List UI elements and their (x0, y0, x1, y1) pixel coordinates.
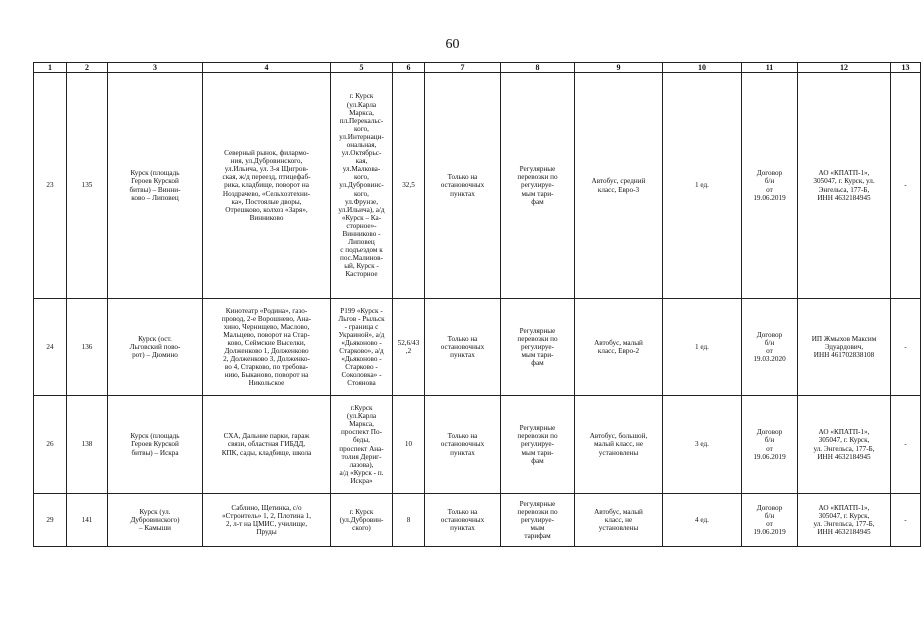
route-number-cell: 136 (67, 299, 108, 396)
table-header-row (34, 63, 921, 73)
column-header: 12 (798, 63, 891, 73)
vehicle-class-cell: Автобус, малый класс, Евро-2 (575, 299, 663, 396)
table-row (34, 396, 921, 494)
contract-cell: Договор б/н от 19.06.2019 (742, 73, 798, 299)
boarding-cell: Только на остановочных пунктах (425, 396, 501, 494)
boarding-cell: Только на остановочных пунктах (425, 299, 501, 396)
notes-cell: - (891, 494, 921, 547)
route-order-cell: 23 (34, 73, 67, 299)
contract-cell: Договор б/н от 19.06.2019 (742, 494, 798, 547)
vehicle-count-cell: 1 ед. (663, 73, 742, 299)
route-number-cell: 141 (67, 494, 108, 547)
notes-cell: - (891, 73, 921, 299)
length-cell: 8 (393, 494, 425, 547)
notes-cell: - (891, 299, 921, 396)
vehicle-class-cell: Автобус, малый класс, не установлены (575, 494, 663, 547)
route-number-cell: 138 (67, 396, 108, 494)
routes-table (33, 62, 921, 547)
carrier-cell: АО «КПАТП-1», 305047, г. Курск, ул. Энгельса, 177-Б, ИНН 4632184945 (798, 396, 891, 494)
streets-cell: г. Курск (ул.Дубровин- ского) (331, 494, 393, 547)
vehicle-count-cell: 1 ед. (663, 299, 742, 396)
stops-cell: Северный рынок, филармо- ния, ул.Дубровинского, ул.Ильича, ул. 3-я Щигров- ская, ж/д переезд, птицефаб- рика, кладбище, поворот на Ноздрачево, «Сельхозтехни- ка», Постоялые дворы, Отрешково, колхоз «Заря», Винниково (203, 73, 331, 299)
column-header: 5 (331, 63, 393, 73)
route-name-cell: Курск (ост. Льговский пово- рот) – Дюмино (108, 299, 203, 396)
column-header: 1 (34, 63, 67, 73)
streets-cell: г. Курск (ул.Карла Маркса, пл.Перекальс- кого, ул.Интернаци- ональная, ул.Октябрьс- кая, ул.Малкова- кого, ул.Дубровинс- кого, ул.Фрунзе, ул.Ильича), а/д «Курск – Ка- сторное»- Винниково - Липовец с подъездом к пос.Малинов- ый, Курск - Касторное (331, 73, 393, 299)
route-order-cell: 29 (34, 494, 67, 547)
column-header: 13 (891, 63, 921, 73)
column-header: 4 (203, 63, 331, 73)
column-header: 6 (393, 63, 425, 73)
vehicle-class-cell: Автобус, большой, малый класс, не установлены (575, 396, 663, 494)
notes-cell: - (891, 396, 921, 494)
route-order-cell: 24 (34, 299, 67, 396)
column-header: 8 (501, 63, 575, 73)
stops-cell: Саблино, Щетинка, с/о «Строитель» 1, 2, Плотина 1, 2, л-т на ЦМИС, училище, Пруды (203, 494, 331, 547)
length-cell: 52,6/43 ,2 (393, 299, 425, 396)
transport-type-cell: Регулярные перевозки по регулируе- мым тари- фам (501, 73, 575, 299)
table-row (34, 73, 921, 299)
transport-type-cell: Регулярные перевозки по регулируе- мым тари- фам (501, 396, 575, 494)
streets-cell: г.Курск (ул.Карла Маркса, проспект По- беды, проспект Ана- толия Дериг- лазова), а/д «Курск - п. Искра» (331, 396, 393, 494)
length-cell: 32,5 (393, 73, 425, 299)
route-name-cell: Курск (площадь Героев Курской битвы) – Искра (108, 396, 203, 494)
boarding-cell: Только на остановочных пунктах (425, 73, 501, 299)
column-header: 11 (742, 63, 798, 73)
boarding-cell: Только на остановочных пунктах (425, 494, 501, 547)
table-row (34, 494, 921, 547)
page-number: 60 (445, 37, 460, 52)
contract-cell: Договор б/н от 19.03.2020 (742, 299, 798, 396)
carrier-cell: АО «КПАТП-1», 305047, г. Курск, ул. Энгельса, 177-Б, ИНН 4632184945 (798, 73, 891, 299)
length-cell: 10 (393, 396, 425, 494)
column-header: 3 (108, 63, 203, 73)
carrier-cell: АО «КПАТП-1», 305047, г. Курск, ул. Энгельса, 177-Б, ИНН 4632184945 (798, 494, 891, 547)
route-number-cell: 135 (67, 73, 108, 299)
stops-cell: Кинотеатр «Родина», газо- провод, 2-е Ворошнево, Ана- хино, Чернищево, Маслово, Мальцево, поворот на Стар- ково, Сеймские Выселки, Долженково 1, Долженково 2, Долженково 3, Долженко- во 4, Старково, по требова- нию, Быканово, поворот на Никольское (203, 299, 331, 396)
vehicle-count-cell: 4 ед. (663, 494, 742, 547)
streets-cell: Р199 «Курск - Льгов - Рыльск - граница с Украиной», а/д «Дьяконово - Старково», а/д «Дьяконово - Старково - Соколовка» - Стоянова (331, 299, 393, 396)
route-order-cell: 26 (34, 396, 67, 494)
transport-type-cell: Регулярные перевозки по регулируе- мым тари- фам (501, 299, 575, 396)
column-header: 9 (575, 63, 663, 73)
column-header: 7 (425, 63, 501, 73)
column-header: 2 (67, 63, 108, 73)
transport-type-cell: Регулярные перевозки по регулируе- мым тарифам (501, 494, 575, 547)
column-header: 10 (663, 63, 742, 73)
contract-cell: Договор б/н от 19.06.2019 (742, 396, 798, 494)
vehicle-class-cell: Автобус, средний класс, Евро-3 (575, 73, 663, 299)
stops-cell: СХА, Дальние парки, гараж связи, областная ГИБДД, КПК, сады, кладбище, школа (203, 396, 331, 494)
table-row (34, 299, 921, 396)
route-name-cell: Курск (площадь Героев Курской битвы) – Винни- ково – Липовец (108, 73, 203, 299)
carrier-cell: ИП Жмыхов Максим Эдуардович, ИНН 461702838108 (798, 299, 891, 396)
route-name-cell: Курск (ул. Дубровинского) – Камыши (108, 494, 203, 547)
vehicle-count-cell: 3 ед. (663, 396, 742, 494)
